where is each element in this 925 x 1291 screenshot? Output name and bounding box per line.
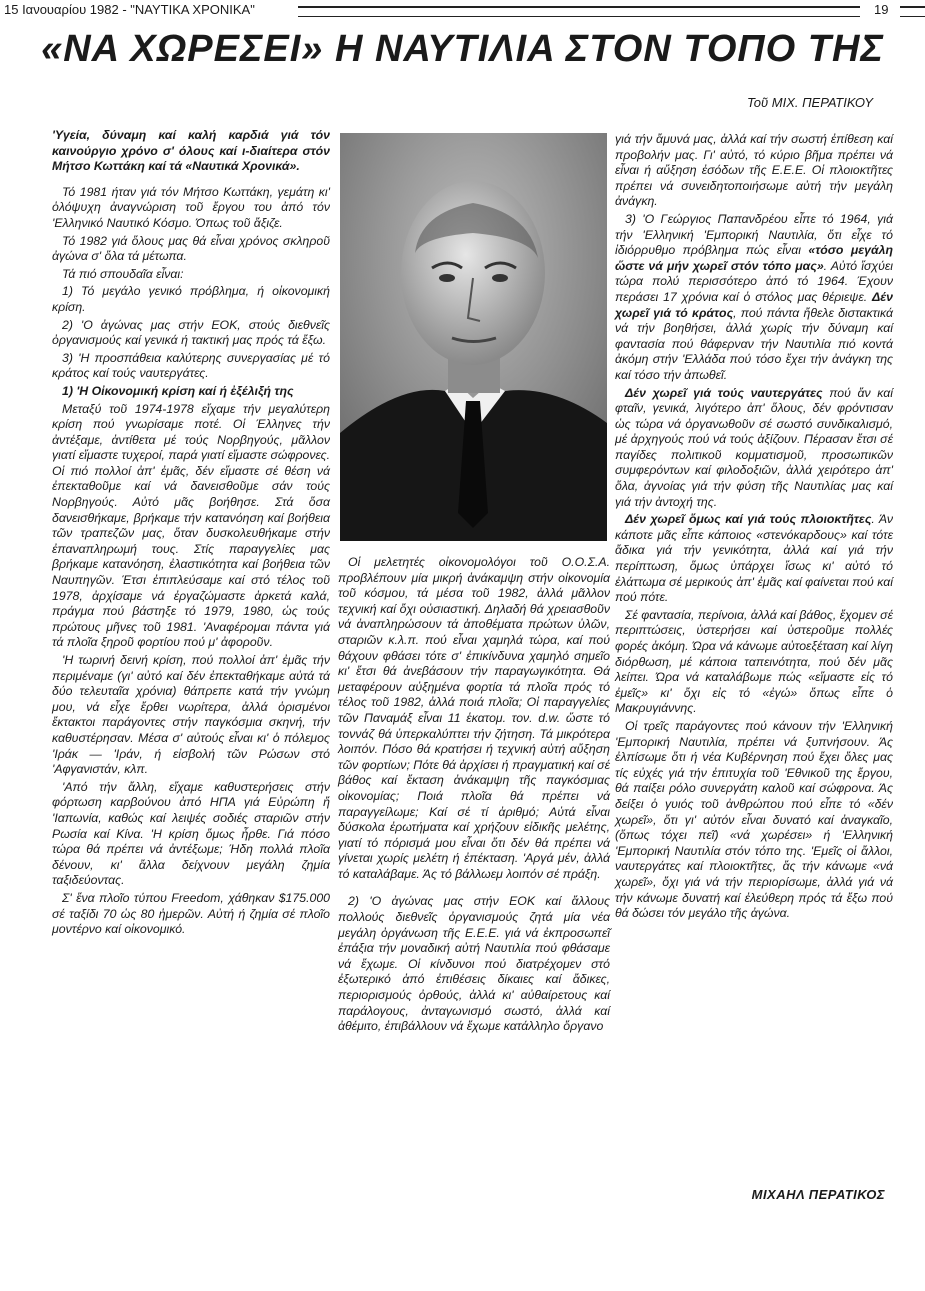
column-3 <box>615 132 893 924</box>
paragraph: Τά πιό σπουδαῖα εἶναι: <box>62 266 184 281</box>
text: , πού πάντα ἤθελε διστακτικά νά τήν βοηθήσει, ἀλλά χωρίς τήν δύναμη καί φαντασία πού θάφερναν τήν Ναυτιλία πιό κοντά ἀκόμη στήν 'Ελλάδα πού τόσο ἔχει τήν ἀνάγκη της καί τόσο τήν ἀπωθεῖ. <box>615 305 893 382</box>
author-signature: ΜΙΧΑΗΛ ΠΕΡΑΤΙΚΟΣ <box>751 1187 885 1202</box>
page-number: 19 <box>874 2 889 17</box>
paragraph: 2) 'Ο ἀγώνας μας στήν ΕΟΚ καί ἄλλους πολλούς διεθνεῖς ὀργανισμούς ζητά μία νέα μεγάλη ὀργάνωση τῆς Ε.Ε.Ε. γιά νά ἐκπροσωπεῖ ἐπάξια τήν μοναδική αὐτή Ναυτιλία πού φθάσαμε νά ἔχωμε. Οἱ κίνδυνοι πού διατρέχομεν στό ἐξωτερικό ἀπό ἐπιθέσεις δίκαιες καί ἄδικες, περιορισμούς ὀρθούς, ἀλλά κι' αὐθαίρετους καί παράλογους, ἀνταγωνισμό σωστό, ἀλλά καί ἀθέμιτο, ἐπιβάλλουν νά ἔχωμε κατάλληλο ὄργανο <box>338 894 610 1034</box>
paragraph: Σ' ἕνα πλοῖο τύπου Freedom, χάθηκαν $175.000 σέ ταξίδι 70 ὡς 80 ἡμερῶν. Αὐτή ή ζημία σέ πλοῖο μοντέρνο καί οἰκονομικό. <box>52 890 330 937</box>
paragraph <box>615 512 893 606</box>
byline: Τοῦ ΜΙΧ. ΠΕΡΑΤΙΚΟΥ <box>747 95 873 110</box>
emphasis: Δέν χωρεῖ γιά τό κράτος <box>615 289 893 320</box>
emphasis: Δέν χωρεῖ γιά τούς ναυτεργάτες <box>625 385 823 400</box>
text: 3) 'Ο Γεώργιος Παπανδρέου εἶπε τό 1964, γιά τήν 'Ελληνική 'Εμπορική Ναυτιλία, ὅτι εἶχε τό ἰδιόρρυθμο πρόβλημα πώς εἶναι <box>615 211 893 258</box>
paragraph: Οἱ μελετητές οἰκονομολόγοι τοῦ Ο.Ο.Σ.Α. προβλέπουν μία μικρή ἀνάκαμψη στήν οἰκονομία τοῦ κόσμου, τά μέσα τοῦ 1982, ἀλλά μᾶλλον τεχνική καί ὄχι οὐσιαστική. Δηλαδή θά χρειασθοῦν νά ἀναπληρώσουν τά ἀποθέματα πρώτων ὑλῶν, σταριῶν κ.λ.π. πού εἶναι χαμηλά τώρα, καί πού θάχουν φθάσει τότε σ' ἐπικίνδυνα χαμηλό σημεῖο κι' ἔτσι θά ἀνεβάσουν τήν παραγωγικότητα. Θά μεταφέρουν αὐξημένα φορτία τά πλοῖα πρός τό τέλος τοῦ 1982, ἀλλά ποιά πλοῖα; Οἱ παραγγελίες τῶν Παναμάξ εἶναι 11 ἑκατομ. τον. d.w. ὥστε τό τοννάζ θά ὑπερκαλύπτει τήν ζήτηση. Τά μικρότερα λοιπόν. Πόσο θά κρατήσει ή τεχνική αὐτή αὔξηση τῶν φορτίων; Πότε θά ἀρχίσει ή πραγματική καί σέ βάθος καί ἔκταση ἀνάκαμψη τῆς παγκόσμιας οἰκονομίας; Ποιά πλοῖα θά πρέπει νά παραγγείλωμε; Καί σέ τί ἀριθμό; Αὐτά εἶναι δύσκολα ἐρωτήματα καί χρήζουν εἰδικῆς μελέτης, γιατί τό πόρισμά μου εἶναι ὅτι δέν θά πρέπει νά γίνεται χωρίς μελέτη ή ἐπέκταση. 'Αργά μέν, ἀλλά τό καταλάβαμε. Άς τό βάλλωεμ λοιπόν σέ πράξη. <box>338 555 610 881</box>
paragraph: γιά τήν ἄμυνά μας, ἀλλά καί τήν σωστή ἐπίθεση καί προβολήν μας. Γι' αὐτό, τό κύριο βῆμα πρέπει νά εἶναι ή αὔξηση ἐσόδων τῆς Ε.Ε.Ε. Οἱ πλοιοκτῆτες πρέπει νά συνειδητοποιήσωμε αὐτή τήν μεγάλη ἀνάγκη. <box>615 132 893 209</box>
column-2 <box>338 555 610 1037</box>
paragraph: 3) 'Η προσπάθεια καλύτερης συνεργασίας μέ τό κράτος καί τούς ναυτεργάτες. <box>52 350 330 381</box>
emphasis: Δέν χωρεῖ ὅμως καί γιά τούς πλοιοκτῆτες <box>625 512 872 527</box>
paragraph: 'Από τήν ἄλλη, εἴχαμε καθυστερήσεις στήν φόρτωση καρβούνου ἀπό ΗΠΑ γιά Εὐρώπη ἤ 'Ιαπωνία, καθώς καί λειψές σοδιές σταριῶν στήν Ρωσία καί Κίνα. 'Η κρίση ὅμως ἦρθε. Γιά πόσο τώρα θά πρέπει νά ἀντέξωμε; Ήδη πολλά πλοῖα δένουν, κι' ἄλλα δείχνουν μεγάλη ζημία ταξιδεύοντας. <box>52 779 330 888</box>
text: πού ἄν καί φταῖν, γενικά, λιγότερο ἀπ' ὅλους, δέν φρόντισαν ὡς τώρα νά ὀργανωθοῦν σέ σωστό συνδικαλισμό, μέ ἀρχηγούς πού νά τούς ἀξίζουν. Πέρασαν ἔτσι σέ παγίδες πολιτικοῦ κομματισμοῦ, προσωπικῶν συμφερόντων καί φιλοδοξιῶν, ἀλλά χειρότερο ἀπ' ὅλα, ἀγνοίας γιά τήν φύση τῆς Ναυτιλίας μας καί γιά τήν ἀντοχή της. <box>615 385 893 509</box>
subheading: 1) 'Η Οἰκονομική κρίση καί ή ἐξέλιξή της <box>62 383 294 398</box>
paragraph: 1) Τό μεγάλο γενικό πρόβλημα, ή οἰκονομική κρίση. <box>52 284 330 314</box>
paragraph: Τό 1981 ήταν γιά τόν Μήτσο Κωττάκη, γεμάτη κι' ὁλόψυχη ἀναγνώριση τοῦ ἔργου του ἀπό τόν 'Ελληνικό Ναυτικό Κόσμο. Όπως τοῦ ἄξιζε. <box>52 184 330 230</box>
paragraph: Τό 1982 γιά ὅλους μας θά εἶναι χρόνος σκληροῦ ἀγώνα σ' ὅλα τά μέτωπα. <box>52 233 330 264</box>
paragraph: Μεταξύ τοῦ 1974-1978 εἴχαμε τήν μεγαλύτερη κρίση πού γνωρίσαμε ποτέ. Οἱ Έλληνες τήν ἀντέξαμε, ἀντίθετα μέ τούς Νορβηγούς, μᾶλλον γιατί εἴμαστε τυχεροί, παρά γιατί εἴμαστε σώφρονες. Οἱ πιό πολλοί ἀπ' ἐμᾶς, δέν εἴμαστε σέ θέση νά ἐπεκταθοῦμε καί νά δανεισθοῦμε σάν τούς Νορβηγούς. Αὐτό μᾶς βοήθησε. Στά ὅσα δανεισθήκαμε, βρήκαμε τήν κατανόηση καί βοήθεια τῶν τραπεζῶν μας, ὅταν δυσκολευθήκαμε στήν ἐπαναπληρωμή τους. Στίς παραγγελίες μας βρήκαμε κατανόηση, ἐλαστικότητα καί βοήθεια τῶν Ναυπηγῶν. Έτσι ἐπιπλεύσαμε καί στό τέλος τοῦ 1978, ἀρχίσαμε νά ἐργαζώμαστε ἀρκετά καλά, πράγμα πού βάστηξε τό 1979, 1980, ὡς τούς πρώτους μῆνες τοῦ 1981. 'Αναφέρομαι πάντα γιά τά πλοῖα ξηροῦ φορτίου πού μ' ἀφοροῦν. <box>52 401 330 650</box>
column-1 <box>52 128 330 940</box>
paragraph: 'Η τωρινή δεινή κρίση, πού πολλοί ἀπ' ἐμᾶς τήν περιμέναμε (γι' αὐτό καί δέν ἐπεκταθήκαμε αὐτά τά δύο τελευταῖα χρόνια) θάπρεπε κατά τήν γνώμη μου, νά εἶχε ἔρθει νωρίτερα, ἀλλά ὁρισμένοι ἔκτακτοι παράγοντες στήν παγκόσμια σκηνή, τήν καθυστέρησαν. Μέσα σ' αὐτούς εἶναι κι' ὁ πόλεμος 'Ιράκ — 'Ιράν, ή εἰσβολή τῶν Ρώσων στό 'Αφγανιστάν, κλπ. <box>52 653 330 777</box>
text: . Αὐτό ἴσχύει τώρα πολύ περισσότερο ἀπό τό 1964. Έχουν περάσει 17 χρόνια καί ὁ στόλος μας θέριεψε. <box>615 258 893 304</box>
paragraph <box>615 386 893 511</box>
header-date-publication: 15 Ιανουαρίου 1982 - "ΝΑΥΤΙΚΑ ΧΡΟΝΙΚΑ" <box>4 2 255 17</box>
lead-greeting: 'Υγεία, δύναμη καί καλή καρδιά γιά τόν καινούργιο χρόνο σ' όλους καί ι-διαίτερα στόν Μήτσο Κωττάκη καί τά «Ναυτικά Χρονικά». <box>52 128 330 174</box>
page-header <box>0 0 925 24</box>
text: . Άν κάποτε μᾶς εἶπε κάποιος «στενόκαρδους» καί τότε ἄδικα γιά τήν γενικότητα, ἀλλά καί γιά τήν περίπτωση, ὅμως ὑπάρχει ἴσως κι' αὐτό τό ἐλάττωμα σέ μερικούς ἀπ' ἐμᾶς καί φαίνεται πού καί πού πότε. <box>615 512 893 605</box>
paragraph: Οἱ τρεῖς παράγοντες πού κάνουν τήν 'Ελληνική 'Εμπορική Ναυτιλία, πρέπει νά ξυπνήσουν. Άς ἐλπίσωμε ὅτι ή νέα Κυβέρνηση πού ἔχει ὅλες μας τίς εὐχές γιά τήν ἐπιτυχία τοῦ 'Εθνικοῦ της ἔργου, θά παίξει ρόλο συνεργάτη καλοῦ καί σώφρονα. Άς δείξει ὁ γυιός τοῦ ἀνθρώπου πού εἶπε τό «δέν χωρεῖ», ὅτι γι' αὐτόν εἶναι δυνατό καί ἀναγκαῖο, (ὅπως τόχει πεῖ) «νά χωρέσει» ή 'Ελληνική 'Εμπορική Ναυτιλία στόν τόπο της. 'Εμεῖς οἱ ἄλλοι, ναυτεργάτες καί πλοιοκτῆτες, ἄς τήν κάνωμε «νά χωρεῖ», ὄχι γιά νά τήν περιορίσωμε, ἀλλά γιά νά τήν κάνωμε δυνατή καί ἐλεύθερη πρός τά ἔξω πού θά δώσει τόν μεγάλο τῆς ἀγώνα. <box>615 718 893 921</box>
paragraph: Σέ φαντασία, περίνοια, ἀλλά καί βάθος, ἔχομεν σέ περιπτώσεις, ὑστερήσει καί ὑστεροῦμε πολλές φορές ἀκόμη. Ώρα νά κάνωμε αὐτοεξέταση καί λίγη διόρθωση, μέ κάποια ταπεινότητα, πού δέν μᾶς λείπει. Ώρα νά καταλάβωμε πώς «εἴμαστε εἰς τό ἐμεῖς» κι' ὄχι εἰς τό «ἐγώ» ὅπως εἶπε ὁ Μακρυγιάννης. <box>615 607 893 716</box>
header-rule-right <box>900 6 925 17</box>
header-rule <box>298 6 860 17</box>
paragraph <box>615 212 893 384</box>
portrait-photo <box>340 133 607 541</box>
paragraph: 2) 'Ο ἀγώνας μας στήν ΕΟΚ, στούς διεθνεῖς ὀργανισμούς καί γενικά ή τακτική μας πρός τά ἔξω. <box>52 317 330 348</box>
portrait-illustration <box>340 133 607 541</box>
emphasis: «τόσο μεγάλη ὥστε νά μήν χωρεῖ στόν τόπο μας» <box>615 243 893 273</box>
article-title: «ΝΑ ΧΩΡΕΣΕΙ» Η ΝΑΥΤΙΛΙΑ ΣΤΟΝ ΤΟΠΟ ΤΗΣ <box>41 28 884 70</box>
